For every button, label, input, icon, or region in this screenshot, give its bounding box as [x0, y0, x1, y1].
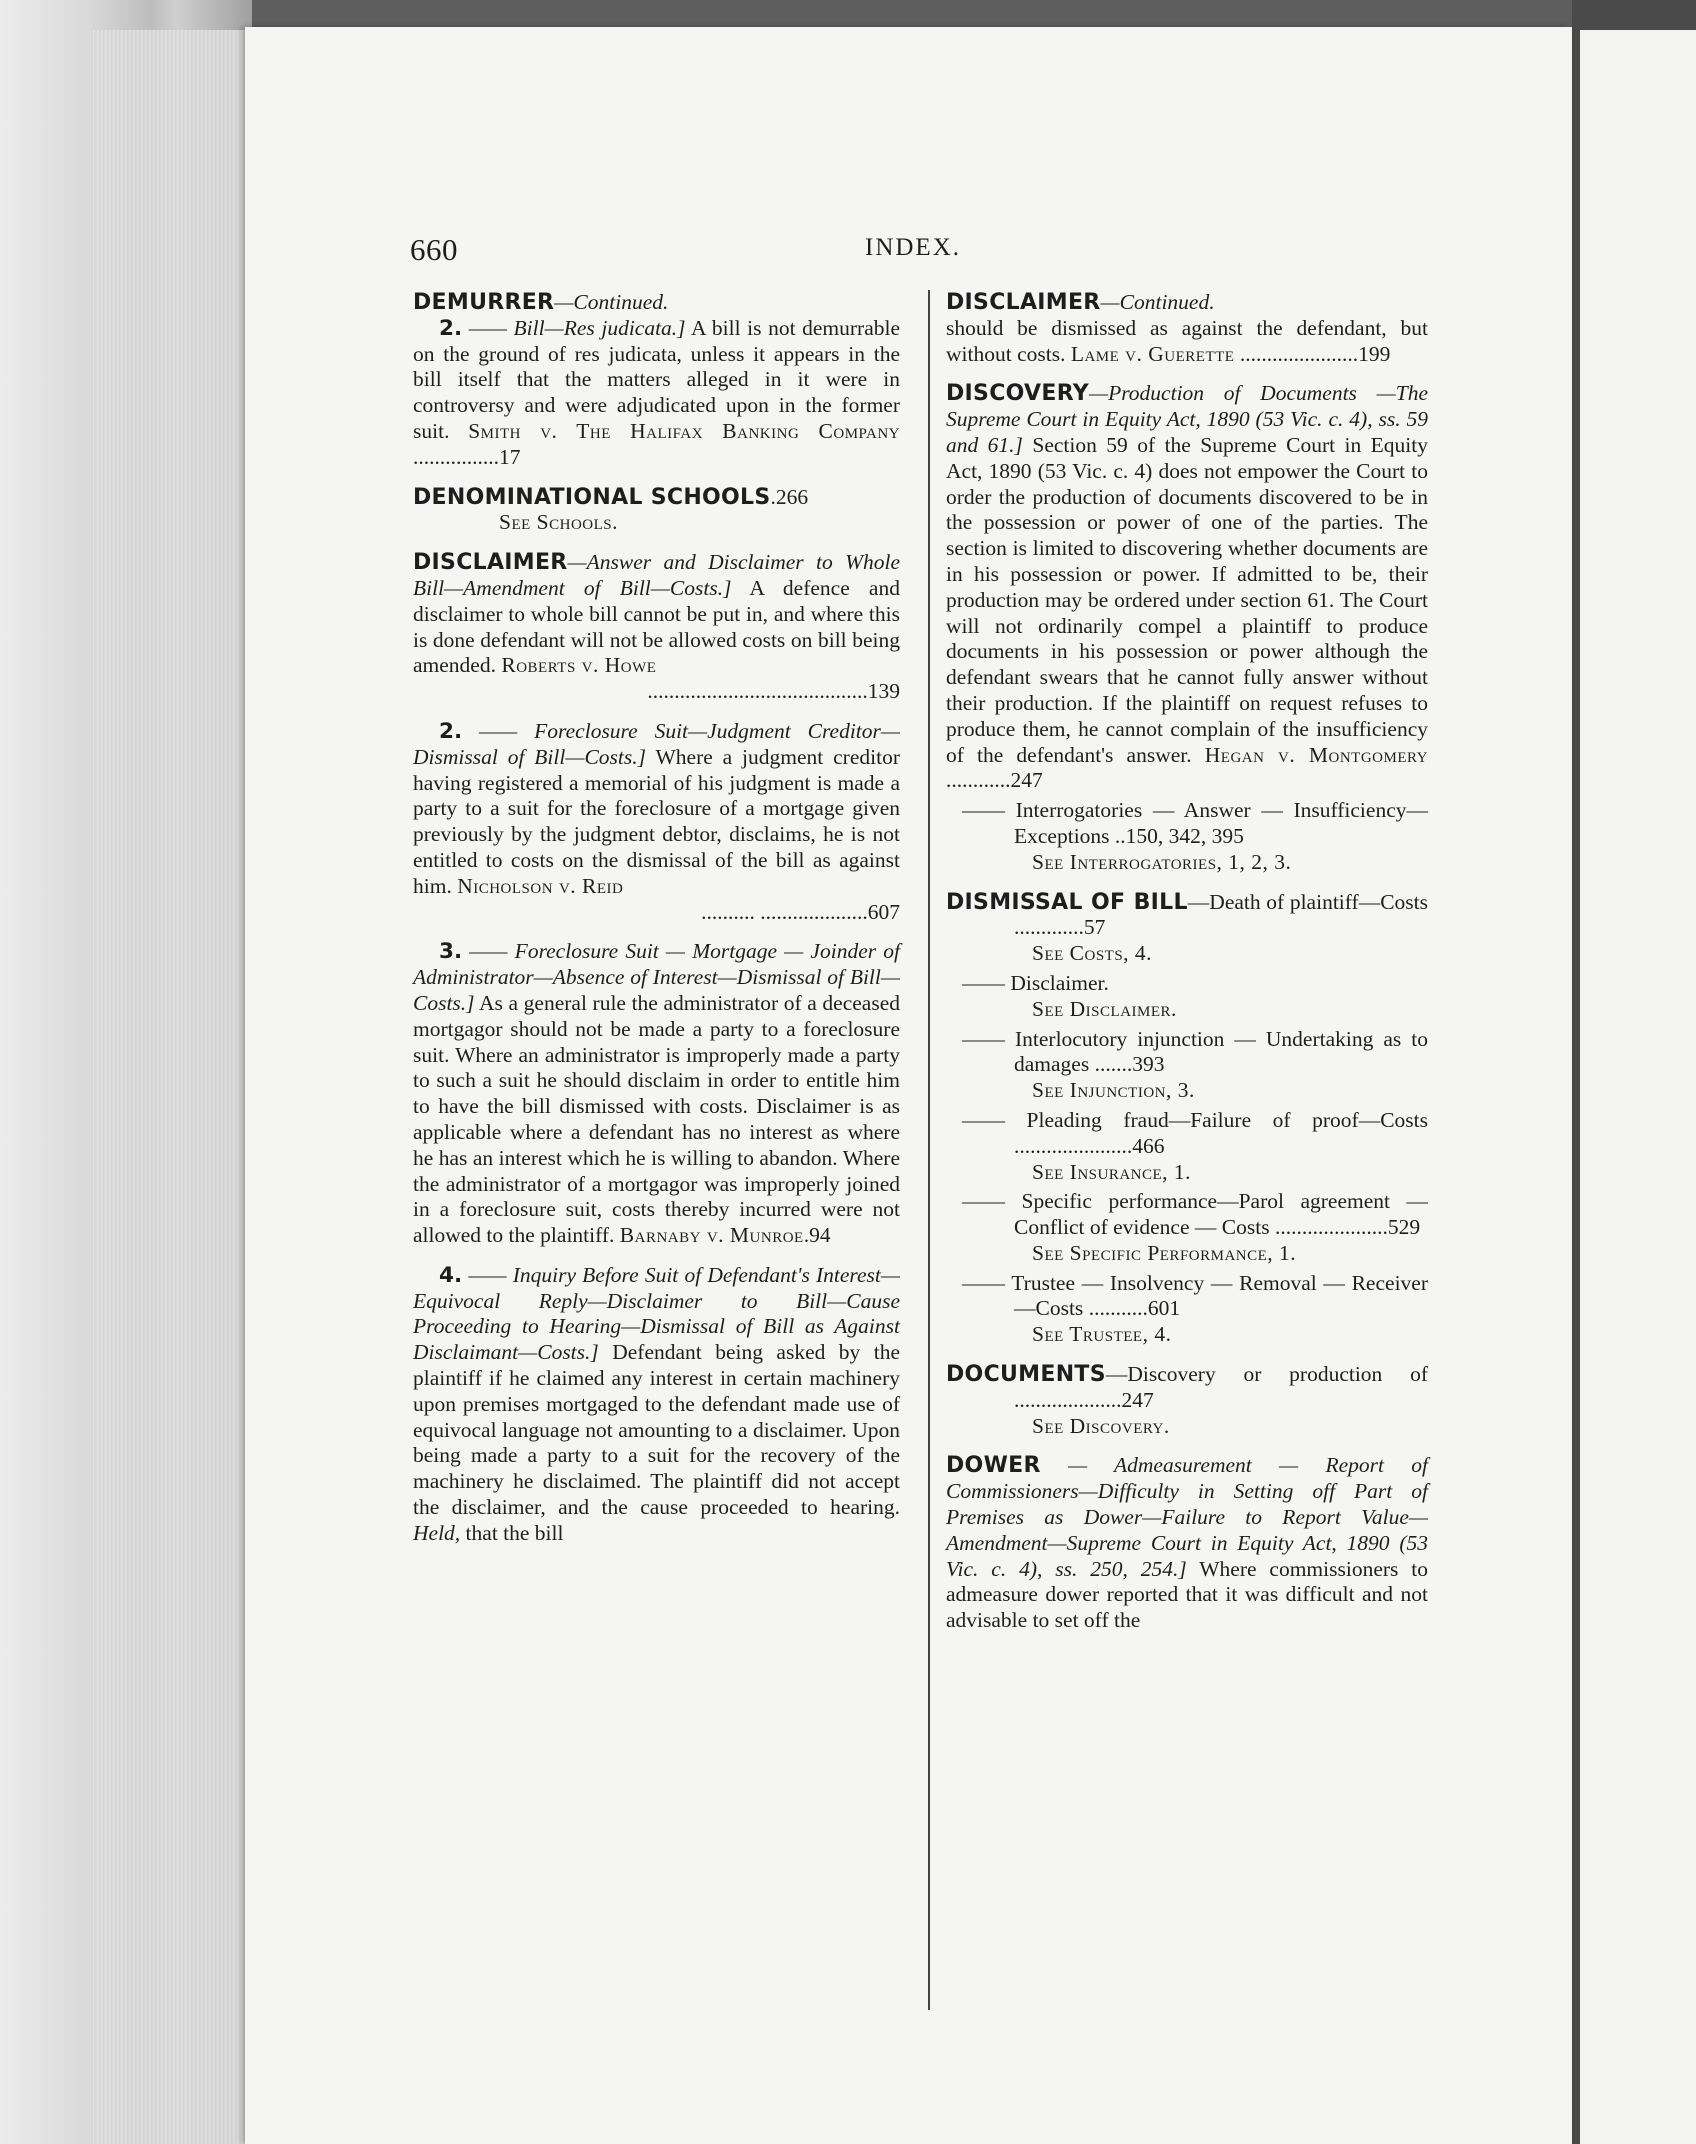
dismissal-sub: —— Interlocutory injunction — Undertaking as to damages .......393 See Injunction, 3. [946, 1027, 1428, 1104]
entry-dismissal-of-bill: DISMISSAL OF BILL—Death of plaintiff—Costs .............57 See Costs, 4. [946, 889, 1428, 966]
see-reference: See Interrogatories, 1, 2, 3. [1032, 849, 1292, 874]
dismissal-sub: —— Disclaimer. See Disclaimer. [946, 971, 1428, 1023]
page-ref: 150, 342, 395 [1125, 823, 1244, 848]
page-ref: 247 [1010, 768, 1043, 793]
page-ref: 139 [867, 679, 900, 704]
page-number: 660 [410, 232, 458, 267]
see-reference: See Schools. [499, 510, 618, 535]
case-name: Smith v. The Halifax Banking Company [468, 418, 901, 443]
page-ref: 94 [809, 1223, 831, 1248]
running-head: INDEX. [865, 234, 962, 261]
case-name: Barnaby v. Munroe [619, 1223, 804, 1248]
column-rule [928, 290, 930, 2010]
page-stack [90, 30, 255, 2144]
heading-disclaimer-continued: DISCLAIMER [946, 290, 1101, 315]
case-name: Nicholson v. Reid [457, 873, 624, 898]
see-reference: See Injunction, 3. [1032, 1078, 1195, 1103]
see-reference: See Discovery. [1032, 1413, 1170, 1438]
entry-disclaimer-continued: DISCLAIMER—Continued. should be dismissed as against the defendant, but without costs. Lame v. Guerette ......................199 [946, 290, 1428, 366]
page-ref: 17 [499, 444, 521, 469]
page-ref: 393 [1132, 1052, 1165, 1077]
case-name: Hegan v. Montgomery [1204, 742, 1429, 767]
entry-discovery: DISCOVERY—Production of Documents —The Supreme Court in Equity Act, 1890 (53 Vic. c. 4), ss. 59 and 61.] Section 59 of the Supreme Court in Equity Act, 1890 (53 Vic. c. 4) does not empower the Court to order the production of documents discovered to be in the possession or power of one of the parties. The section is limited to discovering whether documents are in his possession or power. If admitted to be, their production may be ordered under section 61. The Court will not ordinarily compel a plaintiff to produce documents in his possession or power although the defendant swears that he cannot fully answer without their production. If the plaintiff on request refuses to produce them, he cannot complain of the insufficiency of the defendant's answer. Hegan v. Montgomery ............247 [946, 381, 1429, 793]
continued-label: —Continued. [554, 290, 669, 314]
page-ref: 266 [775, 484, 809, 509]
facing-page [1580, 30, 1696, 2144]
heading-disclaimer: DISCLAIMER [413, 550, 568, 576]
disclaimer-entry-2: 2. —— Foreclosure Suit—Judgment Creditor—Dismissal of Bill—Costs.] Where a judgment creditor having registered a memorial of his judgment is made a party to a suit for the foreclosure of a mortgage given previously by the judgment debtor, disclaims, he is not entitled to costs on the dismissal of the bill as against him. Nicholson v. Reid .......... ....................607 [413, 718, 900, 924]
case-name: Lame v. Guerette [1070, 341, 1235, 366]
entry-disclaimer: DISCLAIMER—Answer and Disclaimer to Whole Bill—Amendment of Bill—Costs.] A defence and disclaimer to whole bill cannot be put in, and where this is done defendant will not be allowed costs on bill being amended. Roberts v. Howe .........................................139 [413, 550, 900, 704]
page-ref: 607 [867, 899, 900, 924]
case-name: Roberts v. Howe [501, 653, 657, 678]
entry-demurrer [413, 290, 900, 471]
page-ref: 601 [1147, 1296, 1181, 1321]
heading-dismissal-of-bill: DISMISSAL OF BILL [946, 889, 1188, 915]
left-column [413, 290, 900, 1561]
heading-dower: DOWER [946, 1453, 1041, 1479]
dismissal-sub: —— Pleading fraud—Failure of proof—Costs ......................466 See Insurance, 1. [946, 1108, 1428, 1185]
page-ref: 466 [1132, 1133, 1165, 1158]
entry-documents: DOCUMENTS—Discovery or production of ....................247 See Discovery. [946, 1362, 1428, 1438]
disclaimer-entry-3: 3. —— Foreclosure Suit — Mortgage — Joinder of Administrator—Absence of Interest—Dismissal of Bill—Costs.] As a general rule the administrator of a deceased mortgagor should not be made a party to a foreclosure suit. Where an administrator is improperly made a party to such a suit he should disclaim in order to entitle him to have the bill dismissed with costs. Disclaimer is as applicable where a defendant has no interest as where he has an interest which he is willing to abandon. Where the administrator of a mortgagor was improperly joined in a foreclosure suit, costs thereby incurred were not allowed to the plaintiff. Barnaby v. Munroe.94 [413, 939, 900, 1248]
discovery-sub-interrogatories: —— Interrogatories — Answer — Insufficiency—Exceptions ..150, 342, 395 See Interrogatories, 1, 2, 3. [946, 798, 1428, 875]
dismissal-sub: —— Specific performance—Parol agreement — Conflict of evidence — Costs .....................529 See Specific Performance, 1. [946, 1189, 1428, 1266]
heading-discovery: DISCOVERY [946, 381, 1089, 407]
heading-denominational-schools: DENOMINATIONAL SCHOOLS [413, 484, 771, 510]
page-header [410, 232, 1430, 272]
see-reference: See Disclaimer. [1032, 996, 1177, 1021]
right-column [946, 290, 1428, 1648]
heading-demurrer: DEMURRER [413, 290, 555, 315]
demurrer-entry-2: 2. —— Bill—Res judicata.] A bill is not demurrable on the ground of res judicata, unless it appears in the bill itself that the matters alleged in it were in controversy and were adjudicated upon in the former suit. Smith v. The Halifax Banking Company ................17 [413, 315, 901, 469]
entry-denominational-schools: DENOMINATIONAL SCHOOLS.266 See Schools. [413, 485, 900, 537]
see-reference: See Trustee, 4. [1032, 1322, 1172, 1347]
disclaimer-entry-4: 4. —— Inquiry Before Suit of Defendant's Interest—Equivocal Reply—Disclaimer to Bill—Cause Proceeding to Hearing—Dismissal of Bill as Against Disclaimant—Costs.] Defendant being asked by the plaintiff if he claimed any interest in certain machinery upon premises mortgaged to the defendant made use of equivocal language not amounting to a disclaimer. Upon being made a party to a suit for the recovery of the machinery he disclaimed. The plaintiff did not accept the disclaimer, and the cause proceeded to hearing. Held, that the bill [413, 1262, 901, 1545]
see-reference: See Insurance, 1. [1032, 1159, 1192, 1184]
heading-documents: DOCUMENTS [946, 1362, 1106, 1388]
page-ref: 57 [1083, 915, 1106, 940]
entry-dower: DOWER — Admeasurement — Report of Commissioners—Difficulty in Setting off Part of Premises as Dower—Failure to Report Value—Amendment—Supreme Court in Equity Act, 1890 (53 Vic. c. 4), ss. 250, 254.] Where commissioners to admeasure dower reported that it was difficult and not advisable to set off the [946, 1453, 1428, 1633]
page-ref: 529 [1387, 1215, 1421, 1240]
see-reference: See Specific Performance, 1. [1032, 1240, 1297, 1265]
page-ref: 199 [1358, 341, 1391, 366]
see-reference: See Costs, 4. [1032, 941, 1153, 966]
dismissal-sub: —— Trustee — Insolvency — Removal — Receiver—Costs ...........601 See Trustee, 4. [946, 1271, 1428, 1348]
page-ref: 247 [1121, 1387, 1154, 1412]
